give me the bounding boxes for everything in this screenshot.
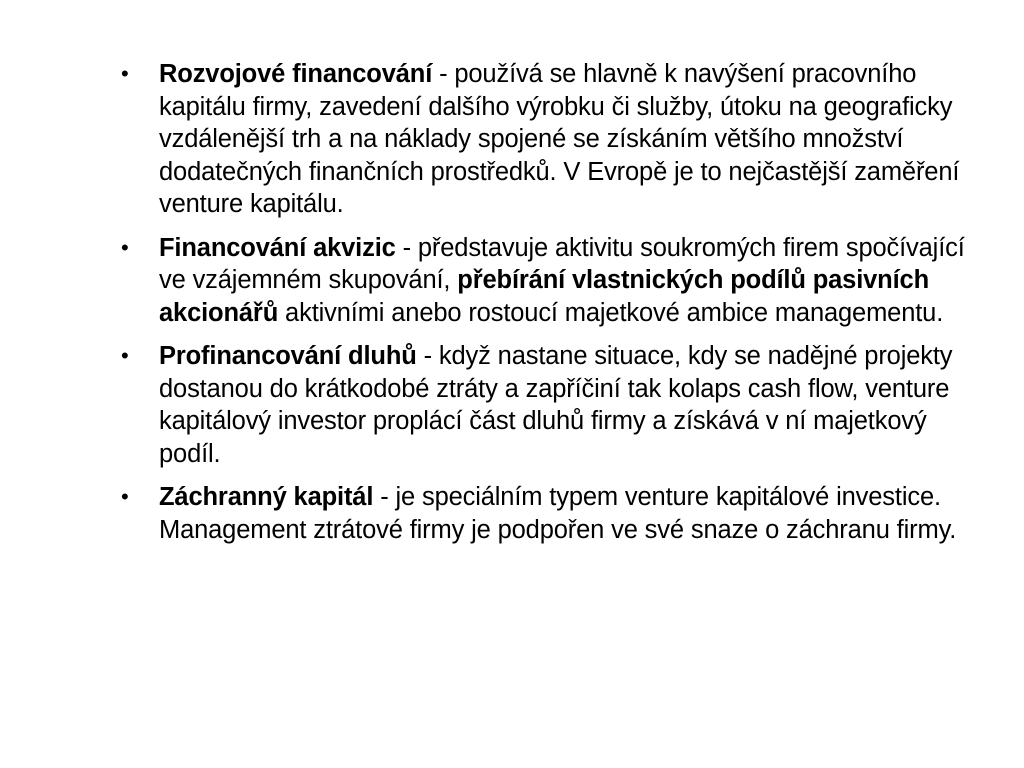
bullet-term: Záchranný kapitál: [159, 483, 374, 511]
bullet-list: [117, 58, 965, 557]
bullet-icon: •: [121, 343, 129, 368]
bullet-term: Profinancování dluhů: [159, 342, 417, 370]
bullet-icon: •: [121, 234, 129, 260]
bullet-emphasis: přebírání vlastnických podílů pasivních akcionářů: [159, 266, 929, 327]
bullet-text: - představuje aktivitu soukromých firem spočívající ve vzájemném skupování,: [159, 233, 965, 294]
bullet-icon: •: [121, 484, 129, 509]
bullet-item-rozvojove-financovani: [117, 58, 965, 221]
bullet-text: - používá se hlavně k navýšení pracovního kapitálu firmy, zavedení dalšího výrobku či služby, útoku na geograficky vzdálenější trh a na náklady spojené se získáním většího množství dodatečných finančních prostředků. V Evropě je to nejčastější zaměření venture kapitálu.: [159, 60, 960, 218]
bullet-term: Rozvojové financování: [159, 60, 433, 88]
bullet-term: Financování akvizic: [159, 233, 396, 262]
bullet-text: aktivními anebo rostoucí majetkové ambice managementu.: [278, 298, 944, 327]
bullet-icon: •: [121, 61, 129, 86]
bullet-text: - když nastane situace, kdy se nadějné projekty dostanou do krátkodobé ztráty a zapříčiní tak kolaps cash flow, venture kapitálový investor proplácí část dluhů firmy a získává v ní majetkový podíl.: [159, 342, 953, 468]
bullet-item-zachranny-kapital: [117, 481, 965, 546]
bullet-text: - je speciálním typem venture kapitálové investice. Management ztrátové firmy je podpořen ve své snaze o záchranu firmy.: [159, 483, 957, 544]
bullet-item-financovani-akvizic: [117, 232, 965, 330]
bullet-item-profinancovani-dluhu: [117, 340, 965, 470]
